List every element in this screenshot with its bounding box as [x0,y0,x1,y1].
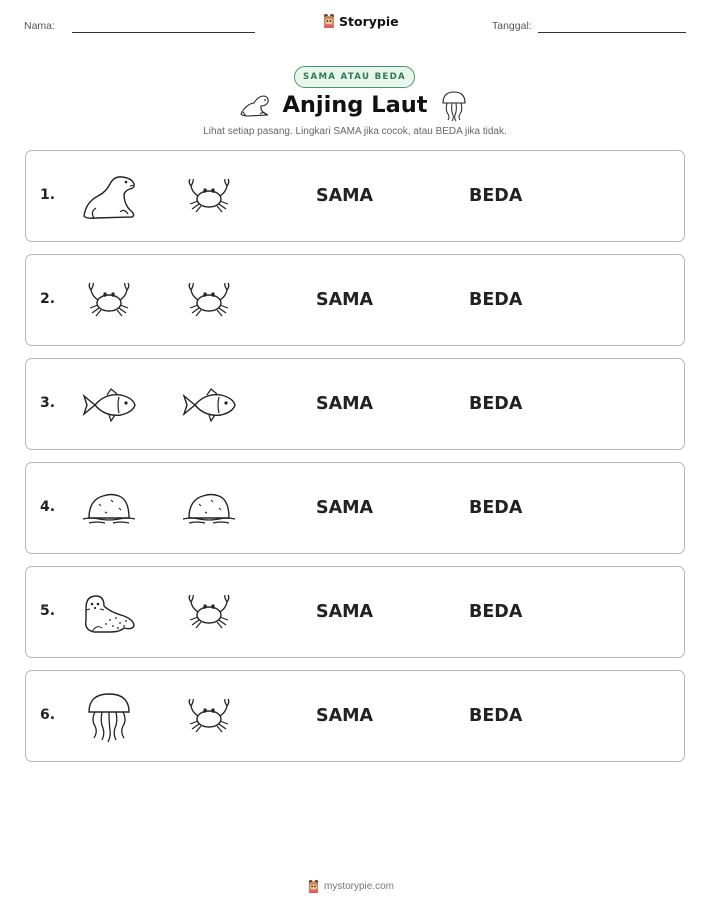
different-option[interactable]: BEDA [469,602,523,622]
fish-icon [179,377,239,433]
question-number: 4. [40,499,56,515]
question-number: 3. [40,395,56,411]
different-option[interactable]: BEDA [469,290,523,310]
page-title: Anjing Laut [282,92,428,118]
footer [307,879,394,894]
fish-icon [79,377,139,433]
same-option[interactable]: SAMA [316,602,374,622]
storypie-mascot-icon [322,13,336,29]
same-option[interactable]: SAMA [316,498,374,518]
rock-icon [179,481,239,537]
question-number: 1. [40,187,56,203]
brand-name: Storypie [339,13,399,29]
question-number: 2. [40,291,56,307]
same-option[interactable]: SAMA [316,290,374,310]
name-line[interactable] [72,32,255,33]
storypie-mascot-icon [307,879,320,894]
different-option[interactable]: BEDA [469,186,523,206]
question-row-2 [25,254,685,346]
different-option[interactable]: BEDA [469,394,523,414]
same-option[interactable]: SAMA [316,706,374,726]
question-row-1 [25,150,685,242]
jellyfish-decoration-icon [440,90,468,122]
rock-icon [79,481,139,537]
different-option[interactable]: BEDA [469,498,523,518]
crab-icon [179,169,239,225]
question-row-5 [25,566,685,658]
crab-icon [79,273,139,329]
sea-lion-icon [79,169,139,225]
footer-url[interactable]: mystorypie.com [324,881,395,892]
same-option[interactable]: SAMA [316,186,374,206]
crab-icon [179,273,239,329]
different-option[interactable]: BEDA [469,706,523,726]
seal-icon [79,585,139,641]
date-line[interactable] [538,32,686,33]
question-number: 5. [40,603,56,619]
question-row-4 [25,462,685,554]
crab-icon [179,689,239,745]
name-label: Nama: [24,20,55,32]
question-number: 6. [40,707,56,723]
same-option[interactable]: SAMA [316,394,374,414]
worksheet-type-badge: SAMA ATAU BEDA [294,66,415,88]
jellyfish-icon [79,689,139,745]
instructions: Lihat setiap pasang. Lingkari SAMA jika cocok, atau BEDA jika tidak. [203,126,507,137]
question-row-6 [25,670,685,762]
crab-icon [179,585,239,641]
brand-logo [322,13,399,29]
question-row-3 [25,358,685,450]
date-label: Tanggal: [492,20,532,32]
